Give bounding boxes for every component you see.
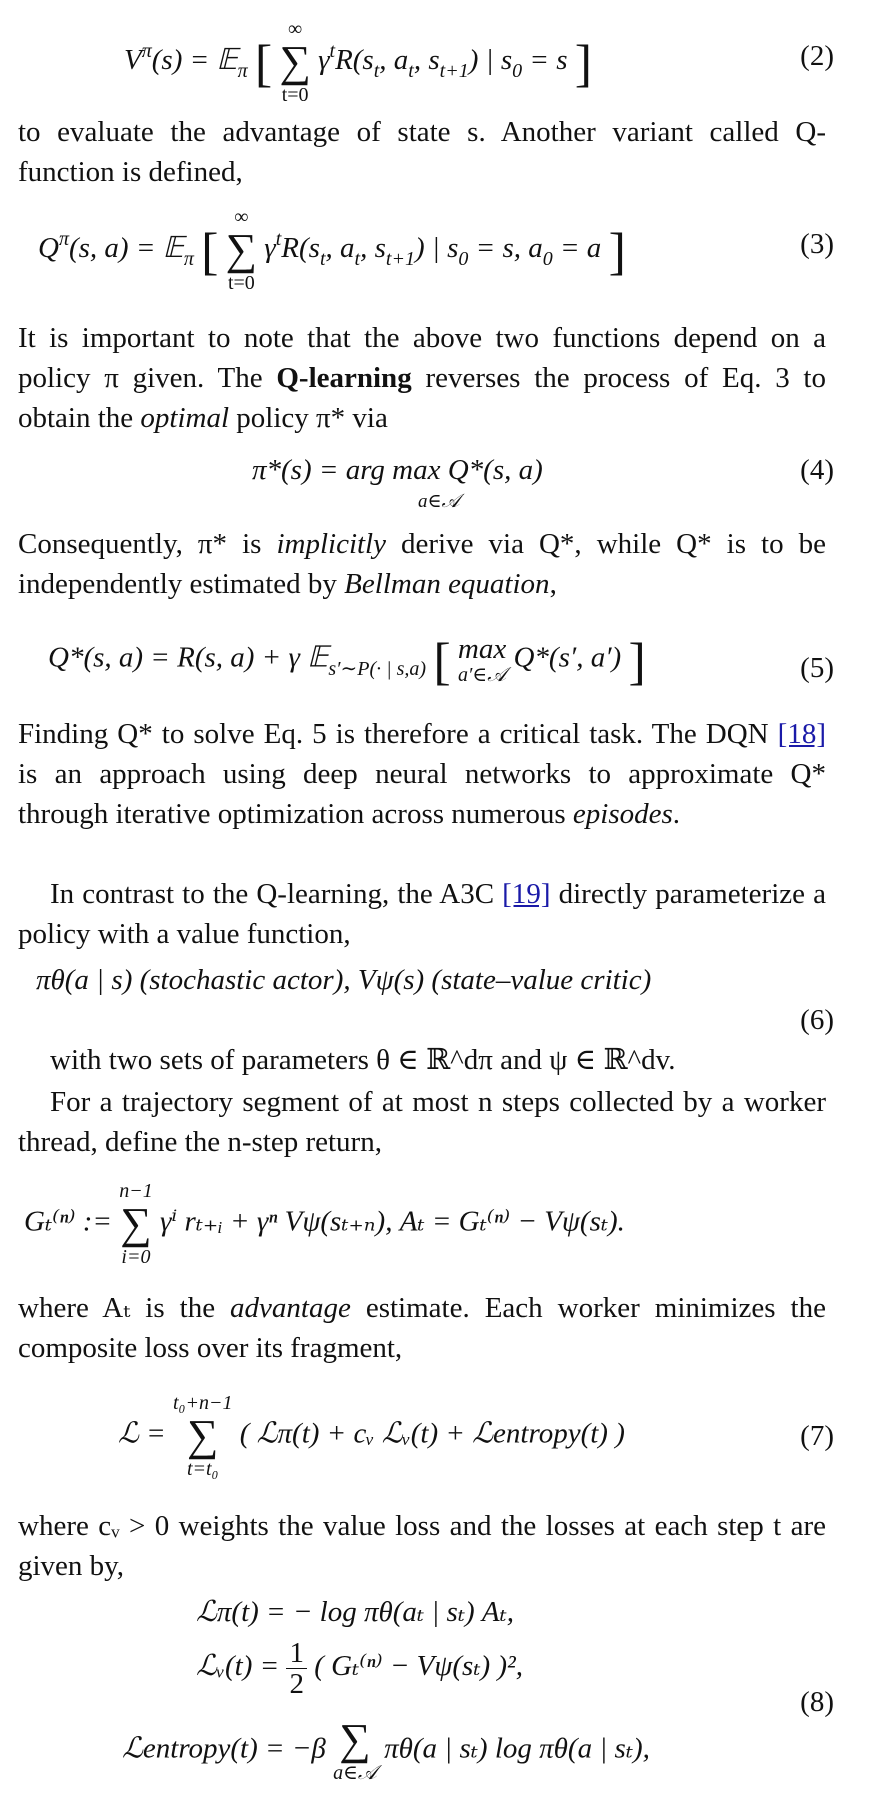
- equation-nstep-body: Gₜ⁽ⁿ⁾ := n−1 ∑ i=0 γⁱ rₜ₊ᵢ + γⁿ Vψ(sₜ₊ₙ), Aₜ = Gₜ⁽ⁿ⁾ − Vψ(sₜ).: [24, 1180, 625, 1268]
- equation-5-max: max a′∈𝒜: [457, 633, 507, 686]
- equation-8: [0, 1592, 882, 1802]
- equation-4: [0, 450, 882, 510]
- paragraph-1: to evaluate the advantage of state s. Another variant called Q-function is defined,: [18, 116, 826, 188]
- equation-8-line-1: ℒπ(t) = − log πθ(aₜ | sₜ) Aₜ,: [196, 1596, 514, 1628]
- equation-3-number: (3): [800, 228, 834, 260]
- equation-6-number: (6): [800, 1004, 834, 1036]
- paragraph-7: For a trajectory segment of at most n steps collected by a worker thread, define the n-step return,: [18, 1086, 826, 1158]
- paragraph-8: where Aₜ is the advantage estimate. Each worker minimizes the composite loss over its fragment,: [18, 1292, 826, 1364]
- equation-2-sum: ∞ ∑ t=0: [279, 18, 311, 106]
- citation-18[interactable]: [18]: [777, 718, 826, 750]
- equation-8-sum: ∑ a∈𝒜: [333, 1715, 377, 1784]
- paragraph-6: with two sets of parameters θ ∈ ℝ^dπ and ψ ∈ ℝ^dv.: [50, 1044, 676, 1076]
- equation-8-line-2: ℒᵥ(t) = $\frac{1}{2}$ ( Gₜ⁽ⁿ⁾ − Vψ(sₜ) )²,: [196, 1637, 523, 1700]
- equation-5-number: (5): [800, 652, 834, 684]
- citation-19[interactable]: [19]: [502, 878, 551, 910]
- equation-nstep-sum: n−1 ∑ i=0: [119, 1180, 153, 1268]
- equation-2: [0, 8, 882, 106]
- paragraph-3: Consequently, π* is implicitly derive via Q*, while Q* is to be independently estimated by Bellman equation,: [18, 528, 826, 600]
- paragraph-4: Finding Q* to solve Eq. 5 is therefore a critical task. The DQN [18] is an approach using deep neural networks to approximate Q* through iterative optimization across numerous episodes.: [18, 718, 826, 830]
- equation-4-number: (4): [800, 454, 834, 486]
- equation-6-body: πθ(a | s) (stochastic actor), Vψ(s) (state–value critic): [36, 964, 652, 996]
- equation-7-sum: t₀+n−1 ∑ t=t₀: [172, 1392, 233, 1480]
- equation-2-number: (2): [800, 40, 834, 72]
- equation-8-fraction: $\frac{1}{2}$: [286, 1638, 307, 1699]
- equation-nstep-return: [0, 1166, 882, 1276]
- paragraph-5: In contrast to the Q-learning, the A3C [19] directly parameterize a policy with a value function,: [18, 878, 826, 950]
- equation-7-number: (7): [800, 1420, 834, 1452]
- equation-3-sum: ∞ ∑ t=0: [225, 206, 258, 294]
- equation-5-body: Q*(s, a) = R(s, a) + γ 𝔼$_{s'\sim P(\cdot | s,a)}$ [ max a′∈𝒜 Q*(s′, a′) ]: [48, 633, 646, 691]
- equation-3-body: $Q^\pi(s$, a) = 𝔼$_\pi$ [ ∞ ∑ t=0 $\gamma^tR(s_t$, $a_t$, $s_{t+1}$) | $s_0 = s$, $a_0 = a$ ]: [38, 206, 626, 294]
- paragraph-9: where cᵥ > 0 weights the value loss and the losses at each step t are given by,: [18, 1510, 826, 1582]
- equation-5: [0, 622, 882, 702]
- equation-8-number: (8): [800, 1686, 834, 1718]
- paragraph-2: It is important to note that the above two functions depend on a policy π given. The Q-learning reverses the process of Eq. 3 to obtain the optimal policy π* via: [18, 322, 826, 434]
- equation-7: [0, 1374, 882, 1494]
- equation-6: [0, 960, 882, 1040]
- equation-3: [0, 196, 882, 294]
- equation-8-line-3: ℒentropy(t) = −β ∑ a∈𝒜 πθ(a | sₜ) log πθ(a | sₜ),: [122, 1715, 650, 1784]
- equation-4-body: π*(s) = arg max a∈𝒜 Q*(s, a): [252, 454, 543, 512]
- equation-7-body: ℒ = t₀+n−1 ∑ t=t₀ ( ℒπ(t) + cᵥ ℒᵥ(t) + ℒentropy(t) ): [118, 1392, 625, 1480]
- equation-2-body: $V^\pi(s)$ = 𝔼$_\pi$ [ ∞ ∑ t=0 $\gamma^tR(s_t$, $a_t$, $s_{t+1}$) | $s_0 = s$ ]: [124, 18, 593, 106]
